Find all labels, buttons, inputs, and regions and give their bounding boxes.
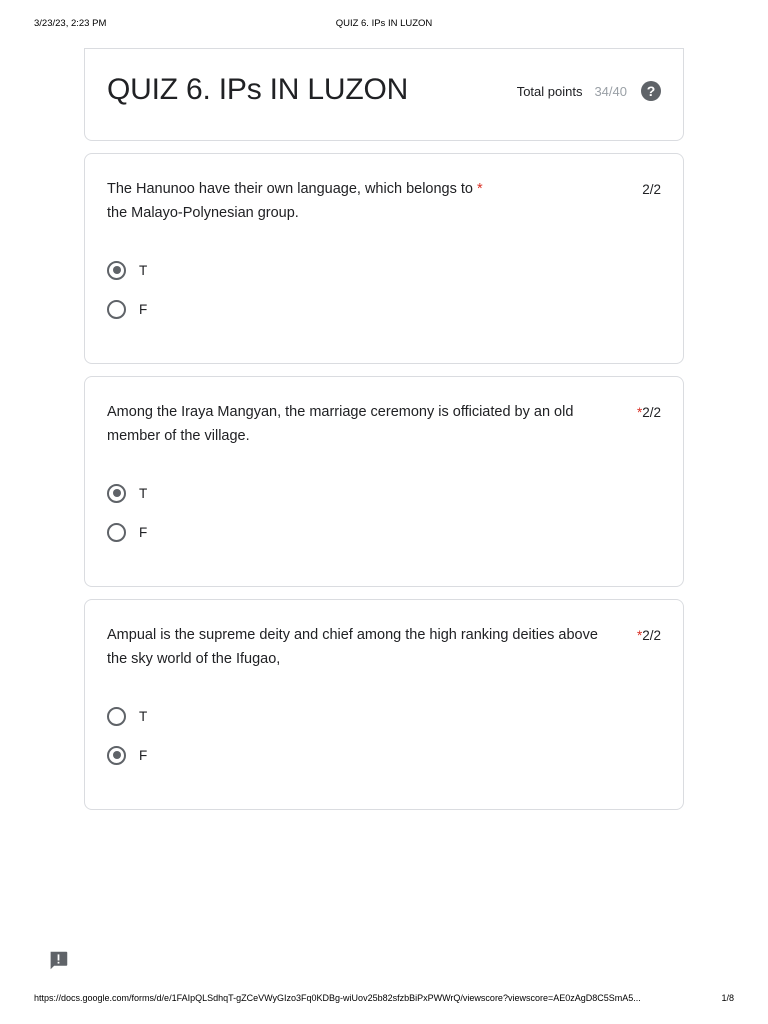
- option-label: T: [139, 708, 148, 724]
- page-number: 1/8: [721, 993, 734, 1003]
- radio-unchecked-icon[interactable]: [107, 707, 126, 726]
- option-label: F: [139, 524, 148, 540]
- option-label: T: [139, 262, 148, 278]
- total-points-label: Total points: [516, 83, 583, 99]
- page-title: QUIZ 6. IPs IN LUZON: [107, 73, 409, 106]
- question-score: 2/2: [642, 182, 661, 197]
- radio-checked-icon[interactable]: [107, 746, 126, 765]
- question-text-line: the Malayo-Polynesian group.: [107, 204, 299, 221]
- option-t[interactable]: [107, 706, 147, 726]
- option-f[interactable]: [107, 745, 147, 765]
- question-text: [107, 624, 607, 671]
- radio-checked-icon[interactable]: [107, 484, 126, 503]
- option-f[interactable]: [107, 522, 147, 542]
- question-text-line: Ampual is the supreme deity and chief among the high ranking deities above: [107, 627, 598, 643]
- question-score-value: 2/2: [642, 628, 661, 643]
- question-text-line: the sky world of the Ifugao,: [107, 650, 281, 667]
- total-points-value: 34/40: [594, 83, 627, 99]
- print-doc-title: QUIZ 6. IPs IN LUZON: [335, 18, 433, 29]
- option-label: F: [139, 747, 148, 763]
- question-card: [84, 153, 684, 364]
- question-text-line: The Hanunoo have their own language, which belongs to: [107, 181, 473, 197]
- option-f[interactable]: [107, 299, 147, 319]
- question-score-value: 2/2: [642, 405, 661, 420]
- radio-checked-icon[interactable]: [107, 261, 126, 280]
- question-score: [637, 624, 661, 648]
- question-text-line: member of the village.: [107, 427, 250, 444]
- question-card: [84, 376, 684, 587]
- required-marker: *: [636, 628, 643, 643]
- option-t[interactable]: [107, 260, 147, 280]
- question-text-line: Among the Iraya Mangyan, the marriage ceremony is officiated by an old: [107, 404, 574, 420]
- quiz-header-card: [84, 48, 684, 141]
- question-card: [84, 599, 684, 810]
- print-header: [0, 18, 768, 32]
- option-t[interactable]: [107, 483, 147, 503]
- radio-unchecked-icon[interactable]: [107, 523, 126, 542]
- help-icon[interactable]: ?: [641, 81, 661, 101]
- radio-unchecked-icon[interactable]: [107, 300, 126, 319]
- required-marker: *: [636, 405, 643, 420]
- question-text: [107, 401, 607, 448]
- option-label: T: [139, 485, 148, 501]
- total-points: [517, 81, 661, 101]
- print-url: https://docs.google.com/forms/d/e/1FAIpQLSdhqT-gZCeVWyGIzo3Fq0KDBg-wiUov25b82sfzbBiPxPWWrQ/viewscore?viewscore=AE0zAgD8C5SmA5...: [34, 993, 641, 1003]
- question-text: [107, 178, 607, 225]
- report-problem-icon[interactable]: [48, 950, 69, 971]
- required-marker: *: [477, 181, 483, 197]
- question-score: [637, 401, 661, 425]
- option-label: F: [139, 301, 148, 317]
- print-date: 3/23/23, 2:23 PM: [34, 18, 107, 29]
